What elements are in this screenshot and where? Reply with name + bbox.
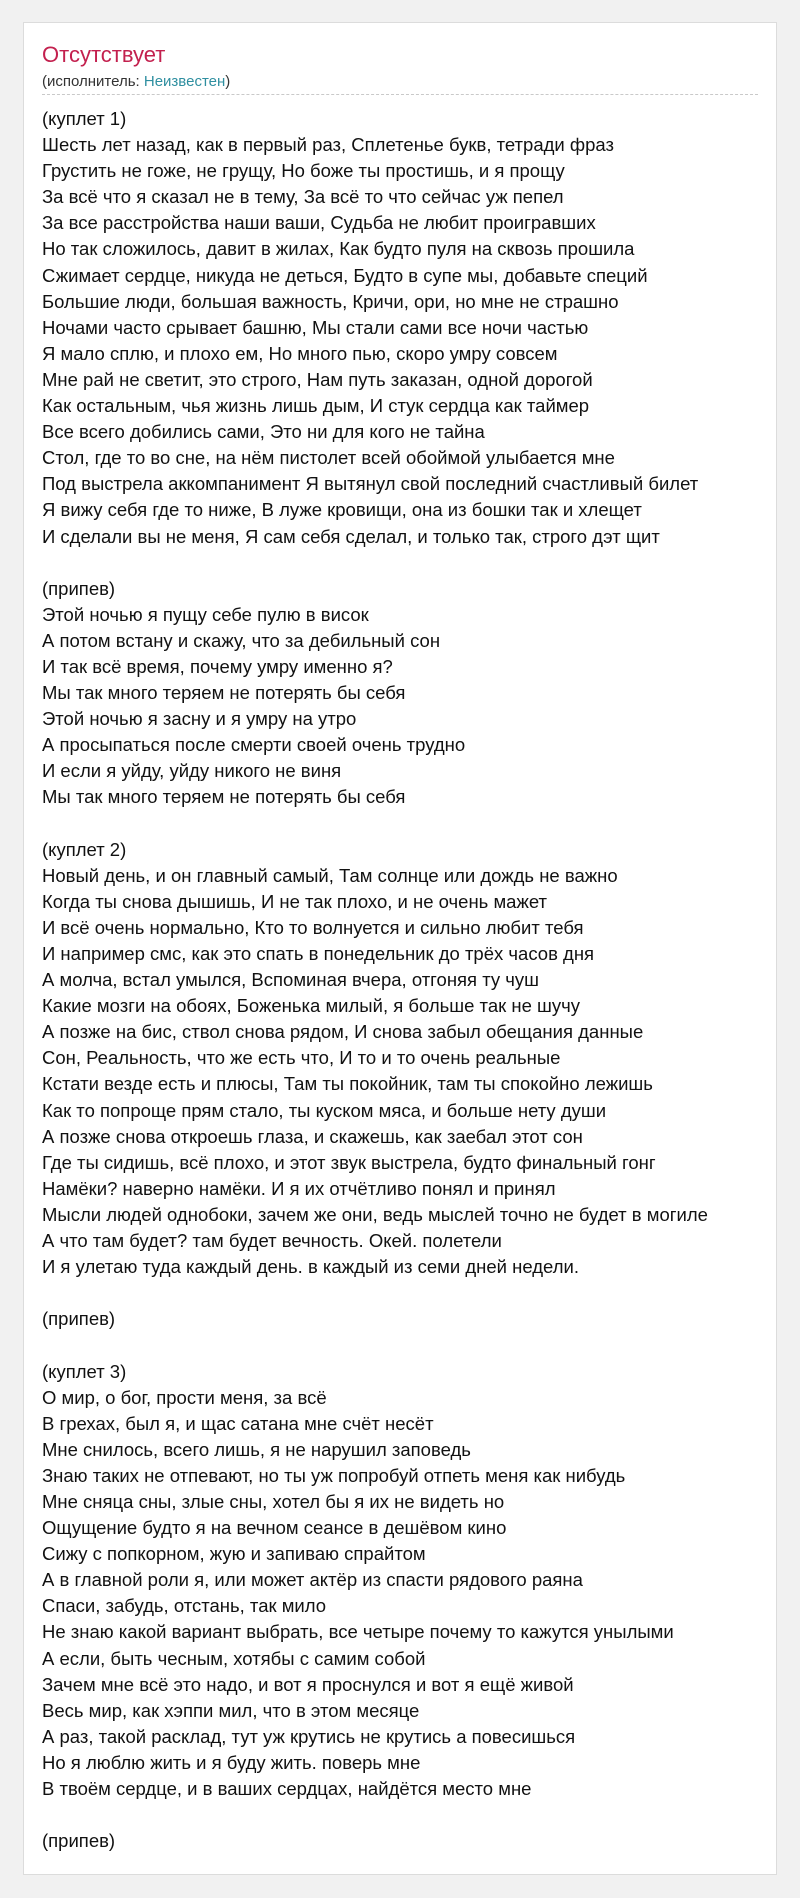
- lyric-line: Какие мозги на обоях, Боженька милый, я больше так не шучу: [42, 995, 580, 1017]
- lyric-line: Ночами часто срывает башню, Мы стали сами все ночи частью: [42, 316, 589, 338]
- lyric-line: А потом встану и скажу, что за дебильный сон: [42, 629, 441, 651]
- lyric-line: А если, быть чесным, хотябы с самим собой: [42, 1647, 426, 1669]
- lyric-line: И если я уйду, уйду никого не виня: [42, 760, 342, 782]
- lyric-line: И сделали вы не меня, Я сам себя сделал, и только так, строго дэт щит: [42, 525, 660, 547]
- lyric-line: О мир, о бог, прости меня, за всё: [42, 1386, 327, 1408]
- artist-link[interactable]: Неизвестен: [143, 73, 226, 90]
- lyric-line: И всё очень нормально, Кто то волнуется и сильно любит тебя: [42, 916, 584, 938]
- lyric-line: Сжимает сердце, никуда не деться, Будто в супе мы, добавьте специй: [42, 264, 648, 286]
- lyric-line: (куплет 2): [42, 838, 127, 860]
- lyric-line: Когда ты снова дышишь, И не так плохо, и не очень мажет: [42, 890, 547, 912]
- lyric-line: А позже на бис, ствол снова рядом, И снова забыл обещания данные: [42, 1021, 644, 1043]
- lyric-line: Сижу с попкорном, жую и запиваю спрайтом: [42, 1543, 426, 1565]
- lyrics-stanza: [42, 1828, 772, 1854]
- lyrics-stanza: [42, 576, 772, 811]
- song-title: Отсутствует: [42, 42, 166, 67]
- lyric-line: А раз, такой расклад, тут уж крутись не крутись а повесишься: [42, 1725, 576, 1747]
- lyric-line: В твоём сердце, и в ваших сердцах, найдётся место мне: [42, 1778, 532, 1799]
- lyric-line: Не знаю какой вариант выбрать, все четыре почему то кажутся унылыми: [42, 1621, 674, 1643]
- lyric-line: А просыпаться после смерти своей очень трудно: [42, 734, 466, 756]
- lyric-line: Как то попроще прям стало, ты куском мяса, и больше нету души: [42, 1099, 607, 1121]
- lyric-line: (припев): [42, 1308, 116, 1330]
- lyric-line: Шесть лет назад, как в первый раз, Сплетенье букв, тетради фраз: [42, 134, 614, 156]
- lyric-line: А позже снова откроешь глаза, и скажешь, как заебал этот сон: [42, 1125, 583, 1147]
- lyric-line: За всё что я сказал не в тему, За всё то что сейчас уж пепел: [42, 186, 564, 208]
- lyric-line: Новый день, и он главный самый, Там солнце или дождь не важно: [42, 864, 618, 886]
- lyric-line: А в главной роли я, или может актёр из спасти рядового раяна: [42, 1569, 583, 1591]
- lyric-line: И например смс, как это спать в понедельник до трёх часов дня: [42, 943, 595, 964]
- lyric-line: Мысли людей однобоки, зачем же они, ведь мыслей точно не будет в могиле: [42, 1203, 708, 1225]
- lyric-line: Грустить не гоже, не грущу, Но боже ты простишь, и я прощу: [42, 160, 565, 182]
- lyric-line: Намёки? наверно намёки. И я их отчётливо понял и принял: [42, 1177, 556, 1199]
- lyric-line: Сон, Реальность, что же есть что, И то и то очень реальные: [42, 1047, 561, 1069]
- lyrics-stanza: [42, 106, 772, 550]
- lyric-line: (куплет 1): [42, 108, 127, 129]
- lyric-line: Мне снилось, всего лишь, я не нарушил заповедь: [42, 1438, 471, 1460]
- lyric-line: И так всё время, почему умру именно я?: [42, 655, 393, 677]
- title-divider: [42, 94, 758, 95]
- lyrics-body: [42, 106, 772, 1880]
- lyric-line: Мы так много теряем не потерять бы себя: [42, 682, 406, 704]
- lyric-line: Но так сложилось, давит в жилах, Как будто пуля на сквозь прошила: [42, 238, 635, 260]
- lyrics-stanza: [42, 1359, 772, 1803]
- lyric-line: Как остальным, чья жизнь лишь дым, И стук сердца как таймер: [42, 395, 590, 417]
- lyric-line: Большие люди, большая важность, Кричи, ори, но мне не страшно: [42, 290, 619, 312]
- lyrics-stanza: [42, 1306, 772, 1332]
- lyric-line: Мне рай не светит, это строго, Нам путь заказан, одной дорогой: [42, 368, 593, 390]
- lyric-line: Весь мир, как хэппи мил, что в этом месяце: [42, 1699, 420, 1721]
- lyric-line: Где ты сидишь, всё плохо, и этот звук выстрела, будто финальный гонг: [42, 1151, 656, 1173]
- lyric-line: В грехах, был я, и щас сатана мне счёт несёт: [42, 1412, 434, 1434]
- lyric-line: (припев): [42, 577, 116, 599]
- lyric-line: Знаю таких не отпевают, но ты уж попробуй отпеть меня как нибудь: [42, 1464, 626, 1486]
- artist-suffix: ): [225, 73, 231, 90]
- lyric-line: Кстати везде есть и плюсы, Там ты покойник, там ты спокойно лежишь: [42, 1073, 653, 1095]
- lyric-line: (куплет 3): [42, 1360, 127, 1382]
- artist-prefix: (исполнитель:: [42, 73, 144, 90]
- lyric-line: Ощущение будто я на вечном сеансе в дешёвом кино: [42, 1517, 507, 1539]
- lyric-line: Все всего добились сами, Это ни для кого не тайна: [42, 421, 485, 443]
- lyric-line: Мне сняца сны, злые сны, хотел бы я их не видеть но: [42, 1490, 505, 1512]
- lyric-line: А что там будет? там будет вечность. Окей. полетели: [42, 1230, 502, 1252]
- lyric-line: Я вижу себя где то ниже, В луже кровищи, она из бошки так и хлещет: [42, 499, 642, 521]
- lyric-line: За все расстройства наши ваши, Судьба не любит проигравших: [42, 212, 596, 234]
- lyric-line: Мы так много теряем не потерять бы себя: [42, 786, 406, 808]
- lyric-line: Я мало сплю, и плохо ем, Но много пью, скоро умру совсем: [42, 342, 558, 364]
- lyric-line: Этой ночью я пущу себе пулю в висок: [42, 603, 369, 625]
- artist-line: [42, 73, 230, 91]
- lyrics-stanza: [42, 837, 772, 1281]
- lyric-line: А молча, встал умылся, Вспоминая вчера, отгоняя ту чуш: [42, 969, 540, 991]
- lyric-line: И я улетаю туда каждый день. в каждый из семи дней недели.: [42, 1256, 579, 1278]
- lyric-line: (припев): [42, 1830, 116, 1852]
- lyrics-card: [23, 22, 777, 1875]
- lyric-line: Зачем мне всё это надо, и вот я проснулся и вот я ещё живой: [42, 1673, 574, 1695]
- lyric-line: Но я люблю жить и я буду жить. поверь мне: [42, 1751, 421, 1773]
- lyric-line: Этой ночью я засну и я умру на утро: [42, 708, 357, 730]
- lyric-line: Под выстрела аккомпанимент Я вытянул свой последний счастливый билет: [42, 473, 699, 495]
- lyric-line: Спаси, забудь, отстань, так мило: [42, 1595, 327, 1617]
- lyric-line: Стол, где то во сне, на нём пистолет всей обоймой улыбается мне: [42, 447, 615, 469]
